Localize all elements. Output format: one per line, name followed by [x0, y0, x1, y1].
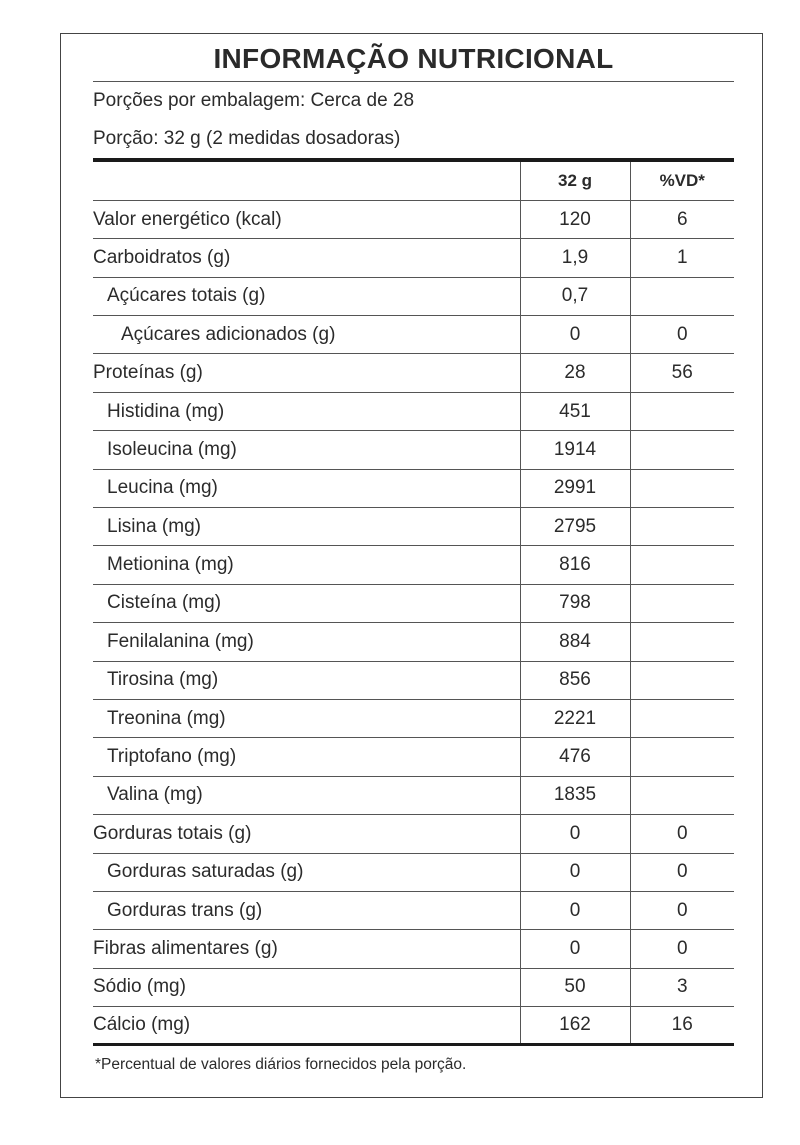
nutrient-amount: 1,9 — [520, 239, 630, 277]
nutrient-label: Treonina (mg) — [93, 699, 520, 737]
table-row — [93, 316, 734, 354]
nutrient-daily-value — [630, 277, 734, 315]
nutrient-amount: 0 — [520, 891, 630, 929]
nutrient-amount: 0,7 — [520, 277, 630, 315]
nutrient-label: Carboidratos (g) — [93, 239, 520, 277]
nutrient-daily-value: 1 — [630, 239, 734, 277]
table-row — [93, 853, 734, 891]
table-row — [93, 508, 734, 546]
table-row — [93, 277, 734, 315]
servings-per-package: Porções por embalagem: Cerca de 28 — [93, 90, 415, 111]
table-row — [93, 738, 734, 776]
table-row — [93, 392, 734, 430]
nutrient-amount: 2795 — [520, 508, 630, 546]
nutrient-amount: 798 — [520, 584, 630, 622]
nutrient-amount: 2221 — [520, 699, 630, 737]
table-row — [93, 815, 734, 853]
nutrient-label: Valina (mg) — [93, 776, 520, 814]
nutrient-label: Açúcares adicionados (g) — [93, 316, 520, 354]
nutrient-label: Sódio (mg) — [93, 968, 520, 1006]
serving-size: Porção: 32 g (2 medidas dosadoras) — [93, 128, 401, 149]
nutrient-label: Gorduras saturadas (g) — [93, 853, 520, 891]
nutrient-label: Triptofano (mg) — [93, 738, 520, 776]
nutrient-label: Açúcares totais (g) — [93, 277, 520, 315]
nutrient-daily-value: 0 — [630, 815, 734, 853]
nutrient-label: Isoleucina (mg) — [93, 431, 520, 469]
nutrient-daily-value — [630, 661, 734, 699]
nutrient-daily-value: 56 — [630, 354, 734, 392]
table-row — [93, 699, 734, 737]
nutrient-daily-value — [630, 699, 734, 737]
nutrient-daily-value — [630, 738, 734, 776]
nutrient-daily-value: 6 — [630, 200, 734, 238]
nutrient-label: Leucina (mg) — [93, 469, 520, 507]
nutrient-amount: 50 — [520, 968, 630, 1006]
nutrient-daily-value: 3 — [630, 968, 734, 1006]
table-row — [93, 623, 734, 661]
nutrient-daily-value: 0 — [630, 930, 734, 968]
nutrient-daily-value — [630, 469, 734, 507]
nutrient-label: Fibras alimentares (g) — [93, 930, 520, 968]
table-row — [93, 930, 734, 968]
nutrient-label: Gorduras totais (g) — [93, 815, 520, 853]
nutrient-label: Cisteína (mg) — [93, 584, 520, 622]
nutrient-daily-value: 16 — [630, 1007, 734, 1045]
nutrient-amount: 451 — [520, 392, 630, 430]
table-row — [93, 354, 734, 392]
nutrient-label: Tirosina (mg) — [93, 661, 520, 699]
table-row — [93, 968, 734, 1006]
nutrient-label: Valor energético (kcal) — [93, 200, 520, 238]
table-row — [93, 1007, 734, 1045]
nutrient-daily-value: 0 — [630, 316, 734, 354]
nutrient-daily-value — [630, 392, 734, 430]
nutrient-label: Cálcio (mg) — [93, 1007, 520, 1045]
nutrient-daily-value — [630, 776, 734, 814]
nutrition-facts-content — [93, 34, 734, 1074]
nutrition-rows — [93, 200, 734, 1045]
column-header-nutrient — [93, 162, 520, 200]
nutrient-daily-value — [630, 584, 734, 622]
column-header-amount: 32 g — [520, 162, 630, 200]
table-row — [93, 469, 734, 507]
table-row — [93, 584, 734, 622]
table-row — [93, 776, 734, 814]
nutrient-amount: 28 — [520, 354, 630, 392]
table-row — [93, 661, 734, 699]
nutrient-amount: 2991 — [520, 469, 630, 507]
nutrient-label: Histidina (mg) — [93, 392, 520, 430]
nutrient-amount: 884 — [520, 623, 630, 661]
table-row — [93, 431, 734, 469]
nutrient-daily-value — [630, 508, 734, 546]
nutrient-amount: 1835 — [520, 776, 630, 814]
nutrient-amount: 856 — [520, 661, 630, 699]
nutrient-amount: 0 — [520, 815, 630, 853]
nutrient-daily-value — [630, 546, 734, 584]
nutrient-daily-value — [630, 623, 734, 661]
nutrient-daily-value: 0 — [630, 853, 734, 891]
table-header-row — [93, 162, 734, 200]
nutrient-label: Metionina (mg) — [93, 546, 520, 584]
nutrient-daily-value — [630, 431, 734, 469]
nutrient-amount: 0 — [520, 316, 630, 354]
table-row — [93, 546, 734, 584]
nutrient-label: Fenilalanina (mg) — [93, 623, 520, 661]
page-title: INFORMAÇÃO NUTRICIONAL — [213, 43, 614, 74]
nutrient-label: Lisina (mg) — [93, 508, 520, 546]
table-row — [93, 239, 734, 277]
table-row — [93, 891, 734, 929]
nutrition-table — [93, 162, 734, 1046]
nutrient-amount: 120 — [520, 200, 630, 238]
nutrient-amount: 1914 — [520, 431, 630, 469]
nutrient-amount: 476 — [520, 738, 630, 776]
column-header-daily-value: %VD* — [630, 162, 734, 200]
nutrient-label: Proteínas (g) — [93, 354, 520, 392]
nutrient-amount: 816 — [520, 546, 630, 584]
table-row — [93, 200, 734, 238]
nutrient-amount: 162 — [520, 1007, 630, 1045]
nutrient-label: Gorduras trans (g) — [93, 891, 520, 929]
footnote: *Percentual de valores diários fornecidos pela porção. — [95, 1056, 467, 1074]
nutrition-facts-panel — [60, 33, 763, 1098]
nutrient-amount: 0 — [520, 930, 630, 968]
nutrient-daily-value: 0 — [630, 891, 734, 929]
nutrient-amount: 0 — [520, 853, 630, 891]
